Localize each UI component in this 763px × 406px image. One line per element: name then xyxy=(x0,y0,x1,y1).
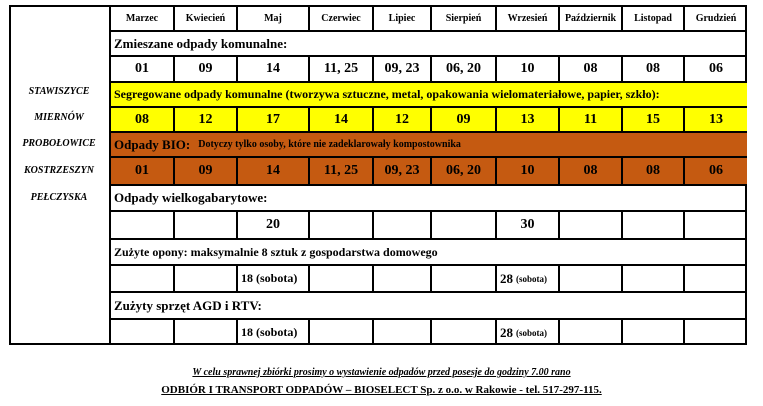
date-cell xyxy=(685,320,747,345)
date-cell xyxy=(432,320,497,345)
segregated-waste-title: Segregowane odpady komunalne (tworzywa sztuczne, metal, opakowania wielomateriałowe, papier, szkło): xyxy=(114,87,660,101)
date-cell xyxy=(374,320,432,345)
mixed-waste-title-row xyxy=(111,32,747,57)
date-cell: 08 xyxy=(111,108,175,131)
date-cell: 13 xyxy=(709,111,723,127)
month-header: Wrzesień xyxy=(497,7,560,30)
bio-waste-dates-row xyxy=(111,158,747,186)
month-header: Kwiecień xyxy=(175,7,238,30)
segregated-waste-title-row xyxy=(111,83,747,108)
date-cell xyxy=(111,320,175,345)
date-cell xyxy=(623,320,685,345)
town-stawiszyce: STAWISZYCE xyxy=(28,86,90,97)
month-header: Grudzień xyxy=(695,13,737,24)
date-cell: 10 xyxy=(497,57,560,81)
tires-title: Zużyte opony: maksymalnie 8 sztuk z gospodarstwa domowego xyxy=(114,244,438,259)
date-cell xyxy=(685,212,747,238)
date-cell: 09 xyxy=(432,108,497,131)
electronics-title-row xyxy=(111,293,747,320)
tires-title-row xyxy=(111,240,747,266)
date-cell: 20 xyxy=(238,212,310,238)
bulky-waste-title: Odpady wielkogabarytowe: xyxy=(114,190,268,205)
date-cell xyxy=(432,266,497,291)
town-pelczyska: PEŁCZYSKA xyxy=(30,192,88,203)
date-cell: 09, 23 xyxy=(374,158,432,184)
bio-waste-title-row xyxy=(111,133,747,158)
date-cell-may: 18 (sobota) xyxy=(238,266,310,291)
month-header: Maj xyxy=(238,7,310,30)
date-cell xyxy=(685,266,747,291)
date-cell xyxy=(175,212,238,238)
date-cell xyxy=(111,212,175,238)
date-cell: 12 xyxy=(175,108,238,131)
month-header: Sierpień xyxy=(432,7,497,30)
bio-waste-title xyxy=(114,133,461,156)
date-cell xyxy=(310,320,374,345)
date-cell-may: 18 (sobota) xyxy=(238,320,310,345)
electronics-title: Zużyty sprzęt AGD i RTV: xyxy=(114,297,262,313)
tires-dates-row xyxy=(111,266,747,293)
town-miernow: MIERNÓW xyxy=(34,112,84,123)
date-cell xyxy=(560,212,623,238)
date-cell: 12 xyxy=(374,108,432,131)
date-cell: 09 xyxy=(175,57,238,81)
date-cell: 08 xyxy=(560,158,623,184)
month-header: Listopad xyxy=(623,7,685,30)
date-cell: 13 xyxy=(497,108,560,131)
date-cell: 08 xyxy=(623,57,685,81)
date-cell: 30 xyxy=(497,212,560,238)
date-cell-september: 28 (sobota) xyxy=(497,320,560,345)
date-cell: 06 xyxy=(709,163,723,178)
date-cell: 10 xyxy=(497,158,560,184)
date-cell xyxy=(374,212,432,238)
date-cell xyxy=(432,212,497,238)
date-cell: 09 xyxy=(175,158,238,184)
month-header-row xyxy=(111,5,747,32)
date-cell: 06, 20 xyxy=(432,158,497,184)
date-cell-september: 28 (sobota) xyxy=(497,266,560,291)
bio-waste-note: Dotyczy tylko osoby, które nie zadeklarowały kompostownika xyxy=(198,139,461,150)
date-cell: 14 xyxy=(238,158,310,184)
month-header: Czerwiec xyxy=(310,7,374,30)
towns-column xyxy=(9,5,111,345)
date-cell: 09, 23 xyxy=(374,57,432,81)
date-cell: 08 xyxy=(623,158,685,184)
date-cell: 11 xyxy=(560,108,623,131)
date-cell: 17 xyxy=(238,108,310,131)
segregated-waste-dates-row xyxy=(111,108,747,133)
mixed-waste-title: Zmieszane odpady komunalne: xyxy=(114,35,288,51)
bulky-waste-dates-row xyxy=(111,212,747,240)
bulky-waste-title-row xyxy=(111,186,747,212)
date-cell: 01 xyxy=(111,158,175,184)
date-cell: 14 xyxy=(238,57,310,81)
date-cell xyxy=(175,320,238,345)
mixed-waste-dates-row xyxy=(111,57,747,83)
date-cell xyxy=(623,266,685,291)
date-cell xyxy=(111,266,175,291)
month-header: Październik xyxy=(560,7,623,30)
town-kostrzeszyn: KOSTRZESZYN xyxy=(23,165,94,176)
date-cell: 11, 25 xyxy=(310,158,374,184)
footer-notice: W celu sprawnej zbiórki prosimy o wystawienie odpadów przed posesje do godziny 7.00 rano xyxy=(192,367,571,378)
date-cell xyxy=(623,212,685,238)
month-header: Lipiec xyxy=(374,7,432,30)
date-cell: 06, 20 xyxy=(432,57,497,81)
month-header: Marzec xyxy=(111,7,175,30)
date-cell: 08 xyxy=(560,57,623,81)
footer-contact: ODBIÓR I TRANSPORT ODPADÓW – BIOSELECT Sp. z o.o. w Rakowie - tel. 517-297-115. xyxy=(161,384,602,396)
date-cell: 11, 25 xyxy=(310,57,374,81)
date-cell xyxy=(310,266,374,291)
date-cell xyxy=(374,266,432,291)
date-cell xyxy=(560,266,623,291)
date-cell xyxy=(560,320,623,345)
town-probolowice: PROBOŁOWICE xyxy=(22,138,96,149)
date-cell xyxy=(310,212,374,238)
date-cell xyxy=(175,266,238,291)
date-cell: 14 xyxy=(310,108,374,131)
date-cell: 01 xyxy=(111,57,175,81)
date-cell: 15 xyxy=(623,108,685,131)
date-cell: 06 xyxy=(709,61,723,76)
bio-waste-label: Odpady BIO: xyxy=(114,136,191,152)
electronics-dates-row xyxy=(111,320,747,345)
